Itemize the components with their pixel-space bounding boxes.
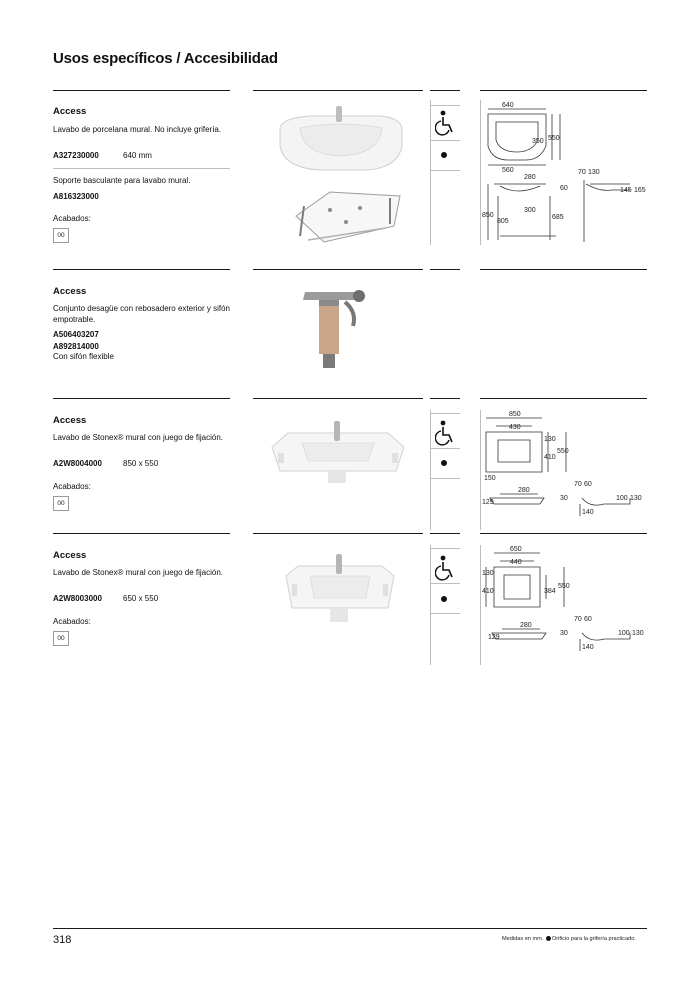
footer-note-tap-hole: Orificio para la grifería practicado. — [551, 936, 636, 942]
dimension-label: 100 — [618, 630, 630, 637]
tap-hole-dot-icon — [441, 460, 447, 466]
dimension-label: 640 — [502, 102, 514, 109]
divider — [430, 613, 460, 614]
dimension-label: 440 — [510, 559, 522, 566]
column-separator — [430, 100, 431, 245]
dimension-label: 100 — [616, 495, 628, 502]
dimension-label: 130 — [630, 495, 642, 502]
section-rule — [480, 398, 647, 399]
dimension-label: 150 — [484, 475, 496, 482]
dimension-label: 60 — [584, 616, 592, 623]
washbasin-photo — [268, 415, 408, 490]
dimension-label: 384 — [544, 588, 556, 595]
dimension-label: 350 — [532, 138, 544, 145]
section-rule — [253, 269, 423, 270]
dimension-label: 130 — [482, 570, 494, 577]
tap-hole-dot-icon — [441, 596, 447, 602]
dimension-label: 30 — [560, 495, 568, 502]
product-code: A506403207 — [53, 330, 99, 339]
dimension-label: 30 — [560, 630, 568, 637]
accessory-description: Soporte basculante para lavabo mural. — [53, 176, 191, 185]
footer-note — [502, 936, 636, 942]
dimension-label: 300 — [524, 207, 536, 214]
footer-rule — [53, 928, 647, 929]
finish-swatch: 00 — [53, 496, 69, 511]
page-title: Usos específicos / Accesibilidad — [53, 50, 278, 67]
washbasin-photo — [270, 98, 410, 248]
section-rule — [480, 533, 647, 534]
wheelchair-icon — [435, 110, 455, 136]
dimension-label: 70 — [574, 481, 582, 488]
dimension-label: 130 — [544, 436, 556, 443]
dimension-label: 850 — [509, 411, 521, 418]
product-size: 640 mm — [123, 151, 152, 160]
product-description: Lavabo de Stonex® mural con juego de fijación. — [53, 568, 224, 577]
dimension-label: 650 — [510, 546, 522, 553]
dimension-label: 550 — [558, 583, 570, 590]
divider — [430, 140, 460, 141]
finishes-label: Acabados: — [53, 617, 91, 626]
dimension-label: 129 — [488, 634, 500, 641]
dimension-label: 70 — [574, 616, 582, 623]
product-name: Access — [53, 286, 87, 297]
product-code: A327230000 — [53, 151, 99, 160]
dimension-label: 140 — [582, 509, 594, 516]
divider — [430, 583, 460, 584]
technical-drawing — [480, 408, 650, 518]
dimension-label: 129 — [482, 499, 494, 506]
wheelchair-icon — [435, 420, 455, 446]
product-name: Access — [53, 550, 87, 561]
divider — [430, 105, 460, 106]
finish-swatch: 00 — [53, 228, 69, 243]
section-rule — [430, 533, 460, 534]
product-description: Conjunto desagüe con rebosadero exterior y sifón empotrable. — [53, 304, 230, 324]
product-code: A2W8004000 — [53, 459, 102, 468]
section-rule — [53, 90, 230, 91]
section-rule — [253, 398, 423, 399]
product-name: Access — [53, 415, 87, 426]
divider — [430, 170, 460, 171]
finishes-label: Acabados: — [53, 482, 91, 491]
section-rule — [430, 269, 460, 270]
divider — [430, 548, 460, 549]
technical-drawing — [480, 543, 650, 653]
wheelchair-icon — [435, 555, 455, 581]
page-number: 318 — [53, 934, 72, 946]
section-rule — [480, 269, 647, 270]
dimension-label: 145 — [620, 187, 632, 194]
dimension-label: 430 — [509, 424, 521, 431]
dimension-label: 280 — [518, 487, 530, 494]
dimension-label: 130 — [632, 630, 644, 637]
technical-drawing — [480, 100, 650, 245]
dimension-label: 280 — [524, 174, 536, 181]
washbasin-photo — [280, 550, 400, 630]
divider — [53, 168, 230, 169]
product-name: Access — [53, 106, 87, 117]
divider — [430, 413, 460, 414]
dimension-label: 805 — [497, 218, 509, 225]
product-size: 650 x 550 — [123, 594, 159, 603]
section-rule — [53, 398, 230, 399]
section-rule — [430, 398, 460, 399]
finish-swatch: 00 — [53, 631, 69, 646]
dimension-label: 550 — [557, 448, 569, 455]
product-description: Lavabo de porcelana mural. No incluye grifería. — [53, 125, 222, 134]
dimension-label: 165 — [634, 187, 646, 194]
tap-hole-dot-icon — [441, 152, 447, 158]
product-code: A2W8003000 — [53, 594, 102, 603]
accessory-code: A816323000 — [53, 192, 99, 201]
finishes-label: Acabados: — [53, 214, 91, 223]
dimension-label: 850 — [482, 212, 494, 219]
section-rule — [53, 269, 230, 270]
dimension-label: 685 — [552, 214, 564, 221]
dimension-label: 410 — [544, 454, 556, 461]
product-note: Con sifón flexible — [53, 352, 114, 361]
section-rule — [253, 533, 423, 534]
product-description: Lavabo de Stonex® mural con juego de fijación. — [53, 433, 224, 442]
dimension-label: 560 — [502, 167, 514, 174]
section-rule — [480, 90, 647, 91]
section-rule — [430, 90, 460, 91]
dimension-label: 130 — [588, 169, 600, 176]
footer-note-units: Medidas en mm. — [502, 936, 544, 942]
divider — [430, 448, 460, 449]
dimension-label: 60 — [560, 185, 568, 192]
drain-set-photo — [295, 282, 375, 372]
column-separator — [430, 545, 431, 665]
product-code: A892814000 — [53, 342, 99, 351]
divider — [430, 478, 460, 479]
product-size: 850 x 550 — [123, 459, 159, 468]
dimension-label: 410 — [482, 588, 494, 595]
dimension-label: 60 — [584, 481, 592, 488]
column-separator — [430, 410, 431, 530]
dimension-label: 70 — [578, 169, 586, 176]
tap-hole-dot-icon — [546, 936, 551, 941]
dimension-label: 140 — [582, 644, 594, 651]
dimension-label: 550 — [548, 135, 560, 142]
dimension-label: 280 — [520, 622, 532, 629]
section-rule — [53, 533, 230, 534]
section-rule — [253, 90, 423, 91]
